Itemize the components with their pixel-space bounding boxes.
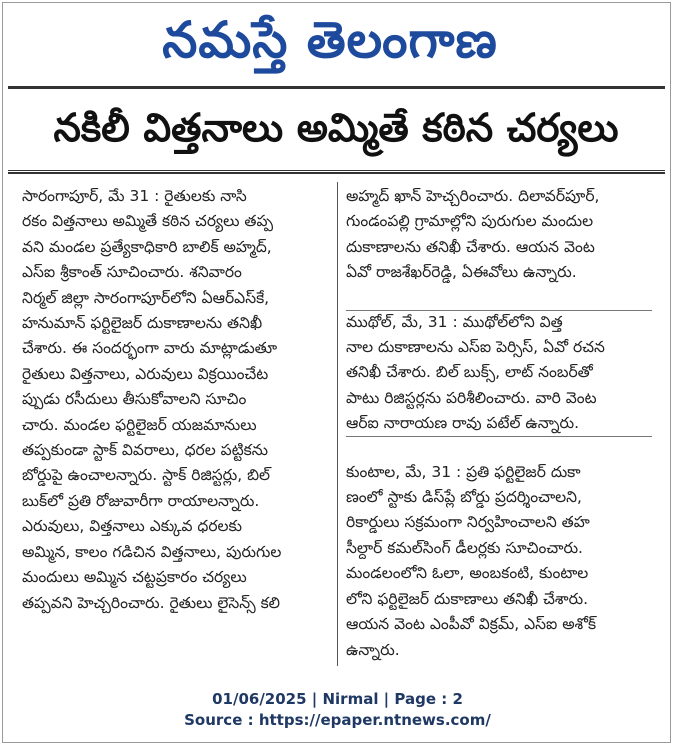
- article-text-line: ఎస్ఐ శ్రీకాంత్ సూచించారు. శనివారం: [22, 263, 242, 282]
- article-text-line: ఆయన వెంట ఎంపీవో విక్రమ్, ఎస్ఐ అశోక్: [346, 615, 597, 634]
- newspaper-masthead: నమస్తే తెలంగాణ: [162, 11, 498, 69]
- section-separator: [346, 436, 652, 437]
- article-text-line: దుకాణాలను తనిఖీ చేశారు. ఆయన వెంట: [346, 237, 595, 256]
- paragraph-gap: [346, 286, 654, 310]
- article-text-line: ముథోల్, మే, 31 : ముథోల్‌లోని విత్త: [346, 312, 563, 331]
- article-text-line: గుండంపల్లి గ్రామాల్లోని పురుగుల మందుల: [346, 212, 594, 231]
- article-headline: నకిలీ విత్తనాలు అమ్మితే కఠిన చర్యలు: [53, 106, 619, 151]
- article-text-line: రికార్డులు సక్రమంగా నిర్వహించాలని తహ: [346, 513, 590, 532]
- article-text-line: ఏవో రాజశేఖర్‌రెడ్డి, ఏఈవోలు ఉన్నారు.: [346, 263, 577, 282]
- paragraph-gap: [346, 437, 654, 460]
- article-text-line: నాల దుకాణాలను ఎస్ఐ పెర్సిస్, ఏవో రచన: [346, 338, 605, 357]
- article-text-line: ఆర్ఐ నారాయణ రావు పటేల్ ఉన్నారు.: [346, 414, 580, 433]
- article-left-column: [22, 184, 330, 664]
- article-text-line: బుక్‌లో ప్రతి రోజువారీగా రాయాలన్నారు.: [22, 491, 260, 510]
- article-text-line: మండలంలోని ఓలా, అంబకంటి, కుంటాల: [346, 564, 589, 583]
- article-text-line: రైతులు విత్తనాలు, ఎరువులు విక్రయించేట: [22, 364, 269, 383]
- article-text-line: చేశారు. ఈ సందర్భంగా వారు మాట్లాడుతూ: [22, 339, 278, 358]
- article-text-line: అహ్మద్ ఖాన్ హెచ్చరించారు. దిలావర్‌పూర్,: [346, 187, 600, 205]
- article-text-line: ఉన్నారు.: [346, 640, 400, 659]
- article-text-line: ఎరువులు, విత్తనాలు ఎక్కువ ధరలకు: [22, 517, 242, 536]
- article-text-line: పాటు రిజిస్టర్లను పరిశీలించారు. వారి వెంట: [346, 388, 597, 407]
- article-text-line: సారంగాపూర్, మే 31 : రైతులకు నాసి: [22, 187, 247, 205]
- article-text-line: అమ్మిన, కాలం గడిచిన విత్తనాలు, పురుగుల: [22, 542, 282, 561]
- article-text-line: నిర్మల్ జిల్లా సారంగాపూర్‌లోని ఏఆర్ఎస్‌కే,: [22, 288, 270, 307]
- article-text-line: లోని ఫర్టిలైజర్ దుకాణాలు తనిఖీ చేశారు.: [346, 589, 589, 608]
- footer-date-edition: 01/06/2025 | Nirmal | Page : 2: [212, 690, 463, 708]
- article-text-line: సీల్దార్ కమల్‌సింగ్ డీలర్లకు సూచించారు.: [346, 538, 583, 557]
- article-text-line: బోర్డుపై ఉంచాలన్నారు. స్టాక్ రిజిస్టర్లు, బిల్: [22, 466, 271, 485]
- article-text-line: ణంలో స్టాకు డిస్‌ప్లే బోర్డు ప్రదర్శించాలని,: [346, 488, 582, 507]
- article-text-line: రకం విత్తనాలు అమ్మితే కఠిన చర్యలు తప్ప: [22, 212, 274, 231]
- article-text-line: మందులు అమ్మిన చట్టప్రకారం చర్యలు: [22, 568, 247, 587]
- article-text-line: తనిఖీ చేశారు. బిల్ బుక్స్, లాట్ నంబర్‌తో: [346, 363, 593, 382]
- article-right-column: [346, 184, 654, 664]
- article-text-line: తప్పకుండా స్టాక్ వివరాలు, ధరల పట్టికను: [22, 441, 268, 460]
- article-text-line: కుంటాల, మే, 31 : ప్రతి ఫర్టిలైజర్ దుకా: [346, 462, 581, 481]
- column-divider: [337, 182, 338, 666]
- article-text-line: తప్పవని హెచ్చరించారు. రైతులు లైసెన్స్ కలి: [22, 593, 281, 612]
- article-text-line: హనుమాన్ ఫర్టిలైజర్ దుకాణాలను తనిఖీ: [22, 314, 263, 333]
- article-text-line: ప్పుడు రసీదులు తీసుకోవాలని సూచిం: [22, 390, 247, 409]
- headline-rule-thin: [8, 170, 665, 171]
- article-text-line: వని మండల ప్రత్యేకాధికారి బాలిక్ అహ్మద్,: [22, 237, 272, 256]
- article-text-line: చారు. మండల ఫర్టిలైజర్ యజమానులు: [22, 415, 257, 434]
- section-separator: [346, 310, 652, 311]
- headline-rule: [8, 172, 665, 174]
- footer-source-link[interactable]: Source : https://epaper.ntnews.com/: [184, 711, 491, 729]
- top-rule-thin: [8, 88, 665, 89]
